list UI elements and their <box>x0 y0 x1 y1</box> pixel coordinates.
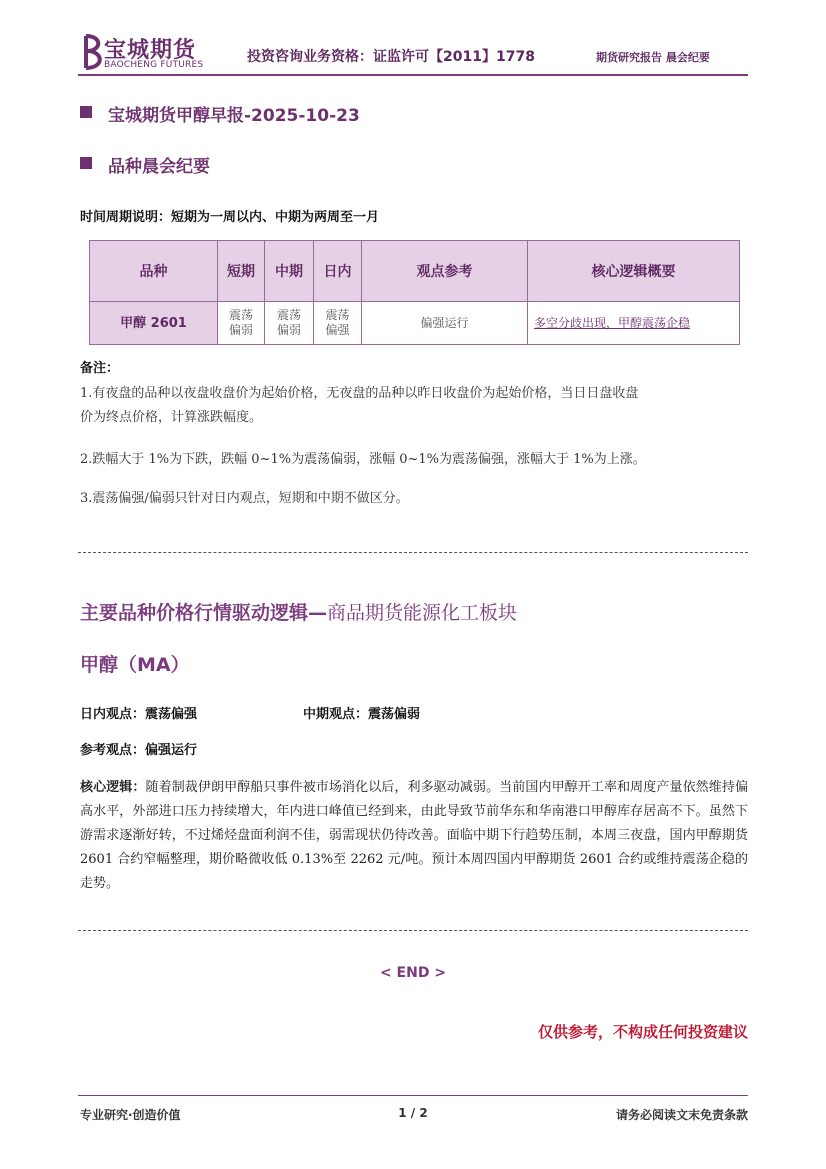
report-title: 宝城期货甲醇早报-2025-10-23 <box>108 106 360 126</box>
cell-short <box>218 302 265 345</box>
core-logic-text: 随着制裁伊朗甲醇船只事件被市场消化以后，利多驱动减弱。当前国内甲醇开工率和周度产量依然维持偏高水平，外部进口压力持续增大，年内进口峰值已经到来，由此导致节前华东和华南港口甲醇库存居高不下。虽然下游需求逐渐好转，不过烯烃盘面利润不佳，弱需现状仍待改善。面临中期下行趋势压制，本周三夜盘，国内甲醇期货 2601 合约窄幅整理，期价略微收低 0.13%至 2262 元/吨。预计本周四国内甲醇期货 2601 合约或维持震荡企稳的走势。 <box>80 780 748 891</box>
footer-slogan: 专业研究·创造价值 <box>80 1108 181 1122</box>
cell-view: 偏强运行 <box>362 302 528 345</box>
cell-short-line2: 偏弱 <box>228 323 253 337</box>
brand-logo-icon <box>80 32 106 72</box>
page-number: 1 / 2 <box>398 1106 428 1120</box>
product-title: 甲醇（MA） <box>80 654 190 676</box>
bullet-square-icon <box>80 106 92 118</box>
drivers-title-main: 主要品种价格行情驱动逻辑— <box>80 602 328 624</box>
reference-view: 参考观点：偏强运行 <box>80 743 198 758</box>
drivers-title-sub: 商品期货能源化工板块 <box>327 602 518 624</box>
section-title: 品种晨会纪要 <box>108 157 210 177</box>
core-logic-label: 核心逻辑： <box>80 780 146 795</box>
notes-title: 备注： <box>80 361 120 376</box>
cell-intraday-line2: 偏强 <box>325 323 350 337</box>
core-logic-paragraph <box>80 776 748 896</box>
forecast-table <box>89 240 740 345</box>
drivers-title <box>80 598 517 625</box>
cell-mid <box>265 302 314 345</box>
cell-logic <box>528 302 740 345</box>
period-note: 时间周期说明：短期为一周以内、中期为两周至一月 <box>80 210 380 225</box>
col-header-logic: 核心逻辑概要 <box>528 241 740 302</box>
cell-short-line1: 震荡 <box>228 308 253 322</box>
report-type: 期货研究报告 晨会纪要 <box>596 51 710 64</box>
logic-link[interactable]: 多空分歧出现，甲醇震荡企稳 <box>534 315 691 330</box>
cell-intraday-line1: 震荡 <box>325 308 350 322</box>
dashed-divider <box>78 930 748 931</box>
dashed-divider <box>78 552 748 553</box>
brand-name-cn: 宝城期货 <box>104 38 197 63</box>
cell-mid-line2: 偏弱 <box>276 323 301 337</box>
footer-divider <box>78 1095 748 1096</box>
note-1-line1: 1.有夜盘的品种以夜盘收盘价为起始价格，无夜盘的品种以昨日收盘价为起始价格，当日日盘收盘 <box>80 386 639 401</box>
col-header-intraday: 日内 <box>314 241 362 302</box>
cell-variety: 甲醇 2601 <box>90 302 218 345</box>
brand-name-en: BAOCHENG FUTURES <box>104 60 204 70</box>
col-header-mid: 中期 <box>265 241 314 302</box>
intraday-view: 日内观点：震荡偏强 <box>80 707 198 722</box>
note-2: 2.跌幅大于 1%为下跌，跌幅 0~1%为震荡偏弱，涨幅 0~1%为震荡偏强，涨幅大于 1%为上涨。 <box>80 452 646 467</box>
header-divider <box>78 74 748 76</box>
end-marker: < END > <box>379 965 447 981</box>
col-header-view: 观点参考 <box>362 241 528 302</box>
table-row <box>90 302 740 345</box>
bullet-square-icon <box>80 157 92 169</box>
mid-view: 中期观点：震荡偏弱 <box>303 707 421 722</box>
note-1-line2: 价为终点价格，计算涨跌幅度。 <box>80 410 263 425</box>
note-3: 3.震荡偏强/偏弱只针对日内观点，短期和中期不做区分。 <box>80 491 409 506</box>
cell-mid-line1: 震荡 <box>276 308 301 322</box>
col-header-variety: 品种 <box>90 241 218 302</box>
footer-notice: 请务必阅读文末免责条款 <box>615 1108 748 1122</box>
cell-intraday <box>314 302 362 345</box>
table-header-row <box>90 241 740 302</box>
license-text: 投资咨询业务资格：证监许可【2011】1778 <box>247 49 535 65</box>
disclaimer: 仅供参考，不构成任何投资建议 <box>537 1023 748 1041</box>
col-header-short: 短期 <box>218 241 265 302</box>
